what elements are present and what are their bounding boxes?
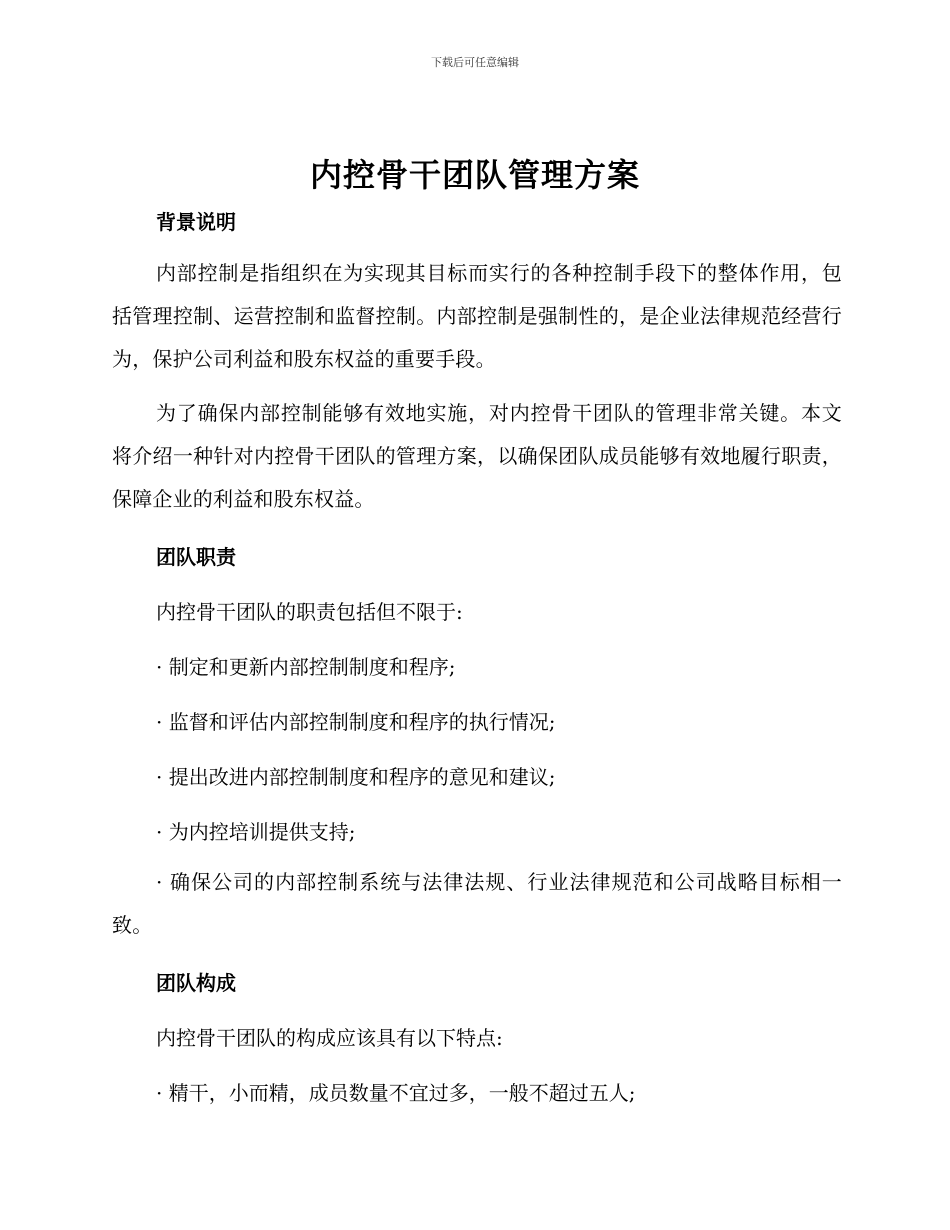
document-title: 内控骨干团队管理方案	[309, 156, 640, 194]
background-paragraph-1: 内部控制是指组织在为实现其目标而实行的各种控制手段下的整体作用，包括管理控制、运营控制和监督控制。内部控制是强制性的，是企业法律规范经营行为，保护公司利益和股东权益的重要手段。	[112, 261, 842, 371]
composition-item: · 精干，小而精，成员数量不宜过多，一般不超过五人;	[156, 1081, 636, 1105]
responsibility-item: · 为内控培训提供支持;	[156, 820, 356, 844]
page-header-note: 下载后可任意编辑	[431, 56, 519, 69]
section-heading-background: 背景说明	[156, 210, 236, 234]
responsibility-item: · 监督和评估内部控制制度和程序的执行情况;	[156, 710, 556, 734]
section-heading-responsibilities: 团队职责	[156, 545, 236, 569]
background-paragraph-2: 为了确保内部控制能够有效地实施，对内控骨干团队的管理非常关键。本文将介绍一种针对内控骨干团队的管理方案，以确保团队成员能够有效地履行职责，保障企业的利益和股东权益。	[112, 401, 842, 511]
composition-intro: 内控骨干团队的构成应该具有以下特点:	[156, 1026, 503, 1050]
responsibility-item: · 确保公司的内部控制系统与法律法规、行业法律规范和公司战略目标相一致。	[112, 870, 842, 937]
section-heading-composition: 团队构成	[156, 971, 236, 995]
responsibility-item: · 提出改进内部控制制度和程序的意见和建议;	[156, 765, 556, 789]
responsibility-item: · 制定和更新内部控制制度和程序;	[156, 655, 456, 679]
responsibilities-intro: 内控骨干团队的职责包括但不限于:	[156, 600, 463, 624]
